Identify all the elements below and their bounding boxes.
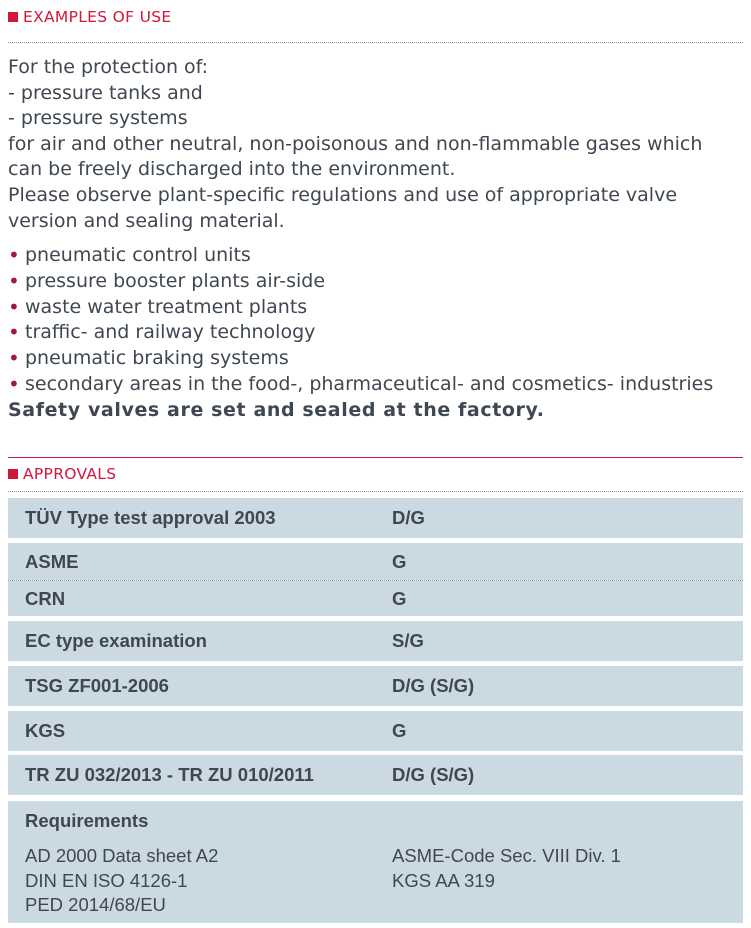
heading-square-icon [8, 12, 18, 22]
list-item-label: waste water treatment plants [25, 295, 308, 318]
intro-line: For the protection of: [8, 56, 209, 78]
list-item-label: secondary areas in the food-, pharmaceutical- and cosmetics- industries [25, 372, 714, 395]
table-row [8, 498, 743, 538]
requirement-item: PED 2014/68/EU [25, 894, 166, 915]
requirements-right-column [392, 844, 621, 893]
table-row [8, 621, 743, 661]
list-item-label: pneumatic control units [25, 244, 251, 266]
approval-name: TÜV Type test approval 2003 [25, 507, 276, 528]
list-item [8, 346, 748, 372]
intro-line: version and sealing material. [8, 209, 285, 232]
section-divider [8, 457, 743, 458]
approval-code: G [392, 720, 407, 741]
approval-name: TSG ZF001-2006 [25, 675, 169, 696]
bullet-icon: • [8, 371, 20, 396]
requirements-box [8, 801, 743, 923]
dotted-divider [8, 42, 743, 43]
requirements-title: Requirements [25, 810, 149, 831]
intro-line: can be freely discharged into the environment. [8, 158, 456, 181]
approval-code: G [392, 550, 407, 572]
list-item-label: traffic- and railway technology [25, 321, 316, 344]
requirement-item: AD 2000 Data sheet A2 [25, 845, 219, 866]
bullet-icon: • [8, 346, 20, 371]
list-item [8, 372, 748, 398]
approval-code: G [392, 587, 407, 609]
approval-code: D/G [392, 507, 425, 528]
approval-name: TR ZU 032/2013 - TR ZU 010/2011 [25, 764, 314, 785]
list-item [8, 320, 748, 346]
list-item-label: pressure booster plants air-side [25, 269, 326, 292]
list-item [8, 243, 748, 269]
intro-line: - pressure tanks and [8, 81, 203, 104]
approval-code: D/G (S/G) [392, 764, 475, 785]
list-item-label: pneumatic braking systems [25, 347, 289, 370]
intro-line: for air and other neutral, non-poisonous and non-flammable gases which [8, 132, 703, 155]
bullet-icon: • [8, 243, 20, 267]
intro-line: - pressure systems [8, 107, 188, 130]
use-case-list [8, 243, 748, 398]
table-row [8, 581, 743, 616]
factory-notice: Safety valves are set and sealed at the factory. [8, 399, 545, 421]
approvals-heading-label: APPROVALS [23, 465, 117, 483]
table-row [8, 711, 743, 751]
requirements-left-column [25, 844, 218, 918]
table-row [8, 543, 743, 580]
approval-code: D/G (S/G) [392, 675, 475, 696]
table-row [8, 666, 743, 706]
requirement-item: KGS AA 319 [392, 869, 495, 891]
list-item [8, 269, 748, 295]
bullet-icon: • [8, 320, 20, 345]
heading-square-icon [8, 469, 18, 479]
approval-code: S/G [392, 630, 424, 651]
approval-name: KGS [25, 720, 66, 741]
approval-name: ASME [25, 550, 79, 572]
approvals-heading [8, 463, 116, 485]
requirement-item: ASME-Code Sec. VIII Div. 1 [392, 845, 621, 866]
approval-name: EC type examination [25, 630, 207, 651]
table-row [8, 755, 743, 795]
examples-heading [8, 6, 171, 28]
list-item [8, 295, 748, 321]
intro-line: Please observe plant-specific regulations and use of appropriate valve [8, 183, 678, 206]
approval-name: CRN [25, 587, 66, 609]
requirement-item: DIN EN ISO 4126-1 [25, 869, 188, 891]
bullet-icon: • [8, 268, 20, 293]
bullet-icon: • [8, 294, 20, 319]
examples-heading-label: EXAMPLES OF USE [23, 8, 172, 26]
intro-text [8, 55, 748, 234]
dotted-divider [8, 491, 743, 492]
